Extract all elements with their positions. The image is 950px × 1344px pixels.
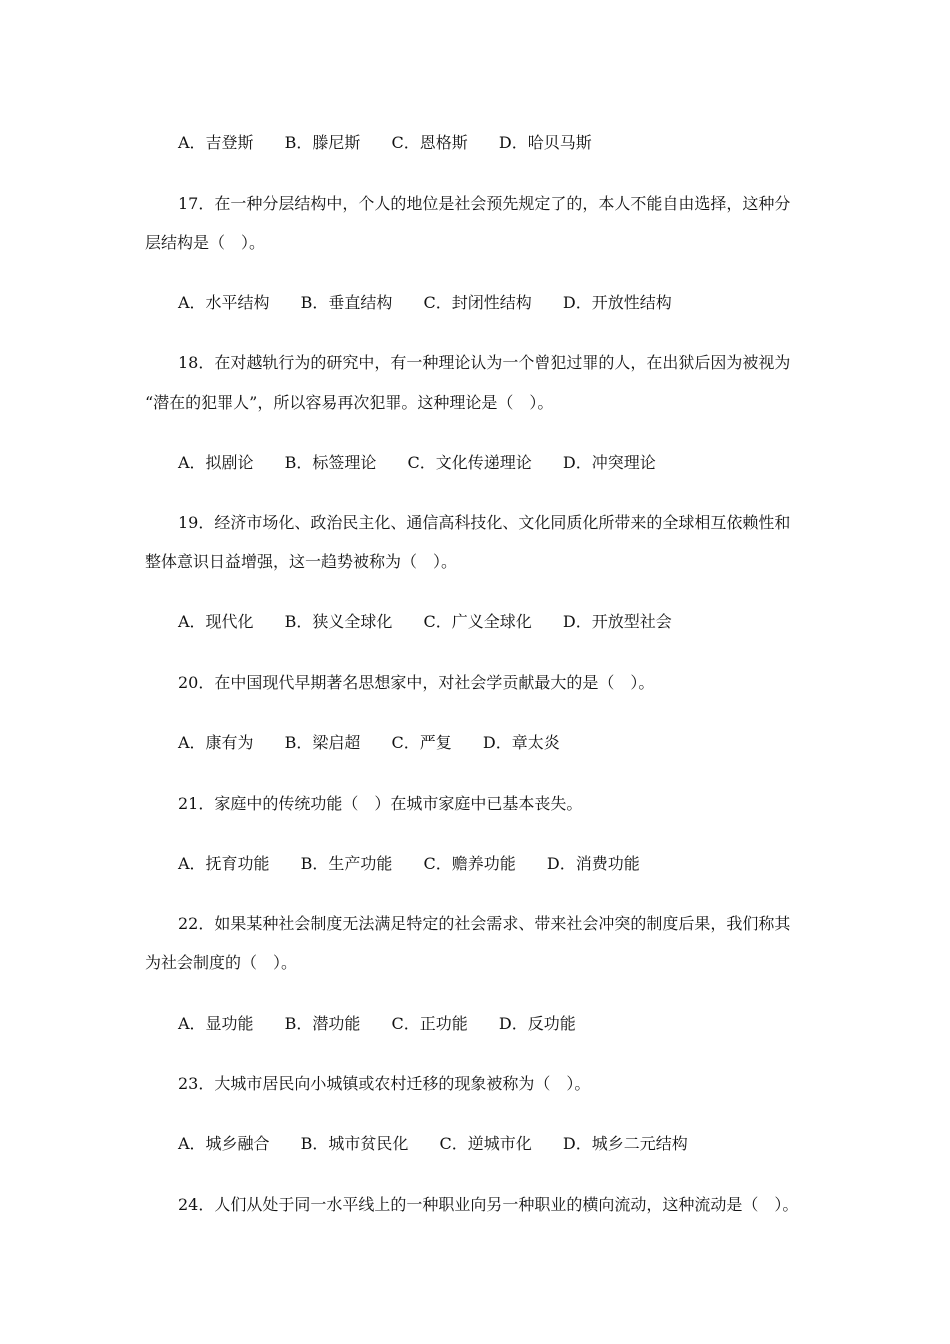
q21-option-a[interactable]: A．抚育功能 <box>178 854 270 873</box>
q19-option-a[interactable]: A．现代化 <box>178 612 254 631</box>
q18-options <box>178 453 682 473</box>
q22-option-d[interactable]: D．反功能 <box>498 1014 576 1033</box>
q21-options <box>178 854 666 874</box>
q24-stem-line-1: 24．人们从处于同一水平线上的一种职业向另一种职业的横向流动，这种流动是（ ）。 <box>178 1195 799 1214</box>
q20-option-b[interactable]: B．梁启超 <box>284 733 361 752</box>
q21-option-c[interactable]: C．赡养功能 <box>423 854 516 873</box>
q17-option-c[interactable]: C．封闭性结构 <box>423 293 532 312</box>
q23-option-c[interactable]: C．逆城市化 <box>439 1134 532 1153</box>
q21-option-d[interactable]: D．消费功能 <box>546 854 640 873</box>
q23-stem-line-1: 23．大城市居民向小城镇或农村迁移的现象被称为（ ）。 <box>178 1074 591 1093</box>
q19-option-c[interactable]: C．广义全球化 <box>423 612 532 631</box>
q20-option-a[interactable]: A．康有为 <box>178 733 254 752</box>
q16-option-d[interactable]: D．哈贝马斯 <box>498 133 592 152</box>
q22-option-a[interactable]: A．显功能 <box>178 1014 254 1033</box>
q20-stem-line-1: 20．在中国现代早期著名思想家中，对社会学贡献最大的是（ ）。 <box>178 673 655 692</box>
q17-option-a[interactable]: A．水平结构 <box>178 293 270 312</box>
q23-option-b[interactable]: B．城市贫民化 <box>300 1134 409 1153</box>
q22-stem-line-2: 为社会制度的（ ）。 <box>145 953 298 972</box>
q19-options <box>178 612 698 632</box>
q19-option-b[interactable]: B．狭义全球化 <box>284 612 393 631</box>
q23-option-a[interactable]: A．城乡融合 <box>178 1134 270 1153</box>
q21-option-b[interactable]: B．生产功能 <box>300 854 393 873</box>
q22-option-c[interactable]: C．正功能 <box>391 1014 468 1033</box>
q23-options <box>178 1134 714 1154</box>
q16-option-b[interactable]: B．滕尼斯 <box>284 133 361 152</box>
q17-option-b[interactable]: B．垂直结构 <box>300 293 393 312</box>
q20-options <box>178 733 586 753</box>
q18-stem-line-2: “潜在的犯罪人”，所以容易再次犯罪。这种理论是（ ）。 <box>145 393 554 412</box>
q19-stem-line-1: 19．经济市场化、政治民主化、通信高科技化、文化同质化所带来的全球相互依赖性和 <box>178 513 791 532</box>
q21-stem-line-1: 21．家庭中的传统功能（ ）在城市家庭中已基本丧失。 <box>178 794 583 813</box>
q23-option-d[interactable]: D．城乡二元结构 <box>562 1134 688 1153</box>
q22-options <box>178 1014 602 1034</box>
q16-option-a[interactable]: A．吉登斯 <box>178 133 254 152</box>
q18-stem-line-1: 18．在对越轨行为的研究中，有一种理论认为一个曾犯过罪的人，在出狱后因为被视为 <box>178 353 791 372</box>
q17-options <box>178 293 698 313</box>
q22-stem-line-1: 22．如果某种社会制度无法满足特定的社会需求、带来社会冲突的制度后果，我们称其 <box>178 914 791 933</box>
q19-stem-line-2: 整体意识日益增强，这一趋势被称为（ ）。 <box>145 552 458 571</box>
q19-option-d[interactable]: D．开放型社会 <box>562 612 672 631</box>
q16-option-c[interactable]: C．恩格斯 <box>391 133 468 152</box>
q20-option-d[interactable]: D．章太炎 <box>482 733 560 752</box>
q18-option-b[interactable]: B．标签理论 <box>284 453 377 472</box>
q18-option-a[interactable]: A．拟剧论 <box>178 453 254 472</box>
q18-option-c[interactable]: C．文化传递理论 <box>407 453 532 472</box>
q16-options <box>178 133 618 153</box>
q20-option-c[interactable]: C．严复 <box>391 733 452 752</box>
q18-option-d[interactable]: D．冲突理论 <box>562 453 656 472</box>
q17-stem-line-2: 层结构是（ ）。 <box>145 233 266 252</box>
q17-stem-line-1: 17．在一种分层结构中，个人的地位是社会预先规定了的，本人不能自由选择，这种分 <box>178 194 791 213</box>
q17-option-d[interactable]: D．开放性结构 <box>562 293 672 312</box>
q22-option-b[interactable]: B．潜功能 <box>284 1014 361 1033</box>
